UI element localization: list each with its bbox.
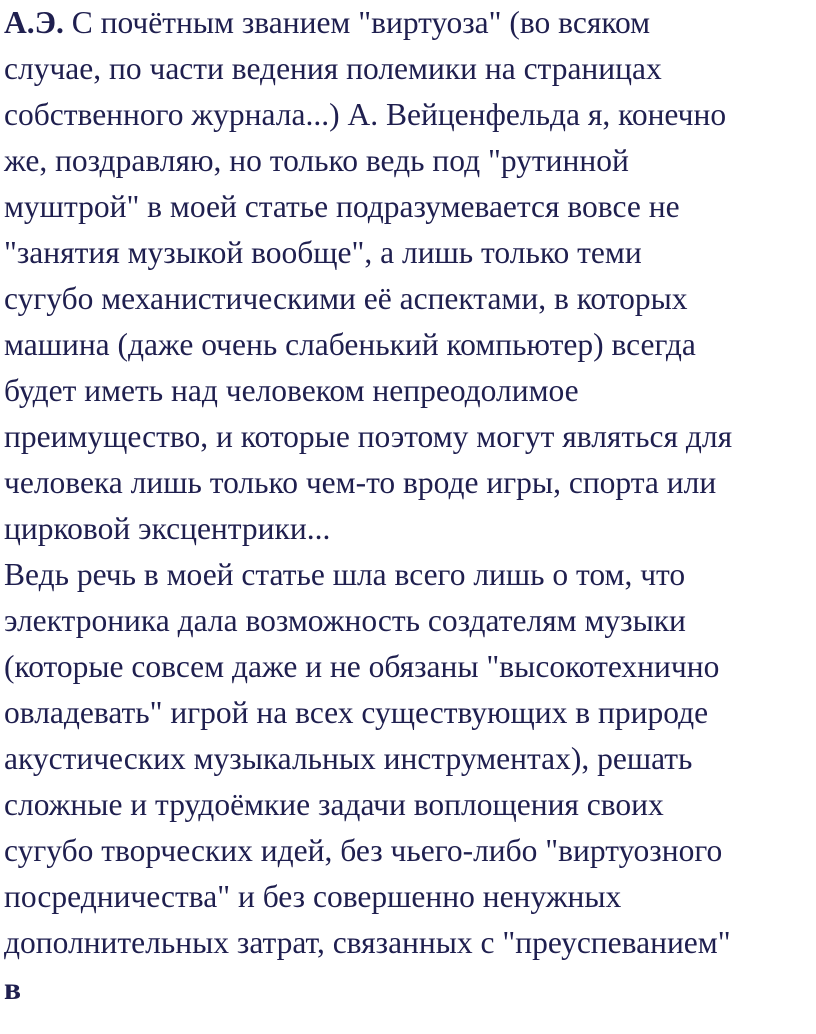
paragraph1-line-12: цирковой эксцентрики... [4, 511, 331, 546]
paragraph1-line-8: машина (даже очень слабенький компьютер) всегда [4, 327, 696, 362]
paragraph2-line-8: посредничества" и без совершенно ненужных [4, 879, 622, 914]
trailing-word: в [4, 971, 22, 1006]
paragraph2-line-9: дополнительных затрат, связанных с "преуспеванием" [4, 925, 731, 960]
paragraph1-line-9: будет иметь над человеком непреодолимое [4, 373, 579, 408]
paragraph1-line-11: человека лишь только чем-то вроде игры, спорта или [4, 465, 717, 500]
paragraph1-line-3: собственного журнала...) А. Вейценфельда я, конечно [4, 97, 727, 132]
paragraph1-line-2: случае, по части ведения полемики на страницах [4, 51, 662, 86]
paragraph1-line-7: сугубо механистическими её аспектами, в которых [4, 281, 688, 316]
paragraph1-line-6: "занятия музыкой вообще", а лишь только теми [4, 235, 642, 270]
paragraph2-line-6: сложные и трудоёмкие задачи воплощения своих [4, 787, 664, 822]
paragraph1-line-1: С почётным званием "виртуоза" (во всяком [63, 5, 651, 40]
paragraph2-line-7: сугубо творческих идей, без чьего-либо "виртуозного [4, 833, 723, 868]
paragraph2-line-2: электроника дала возможность создателям музыки [4, 603, 686, 638]
text-line-1 [4, 0, 650, 46]
paragraph1-line-4: же, поздравляю, но только ведь под "рутинной [4, 143, 629, 178]
speaker-initials: А.Э. [4, 5, 64, 40]
paragraph2-line-1: Ведь речь в моей статье шла всего лишь о том, что [4, 557, 686, 592]
paragraph2-line-3: (которые совсем даже и не обязаны "высокотехнично [4, 649, 720, 684]
paragraph1-line-10: преимущество, и которые поэтому могут являться для [4, 419, 733, 454]
paragraph2-line-4: овладевать" игрой на всех существующих в природе [4, 695, 709, 730]
paragraph2-line-5: акустических музыкальных инструментах), решать [4, 741, 693, 776]
paragraph1-line-5: муштрой" в моей статье подразумевается вовсе не [4, 189, 680, 224]
